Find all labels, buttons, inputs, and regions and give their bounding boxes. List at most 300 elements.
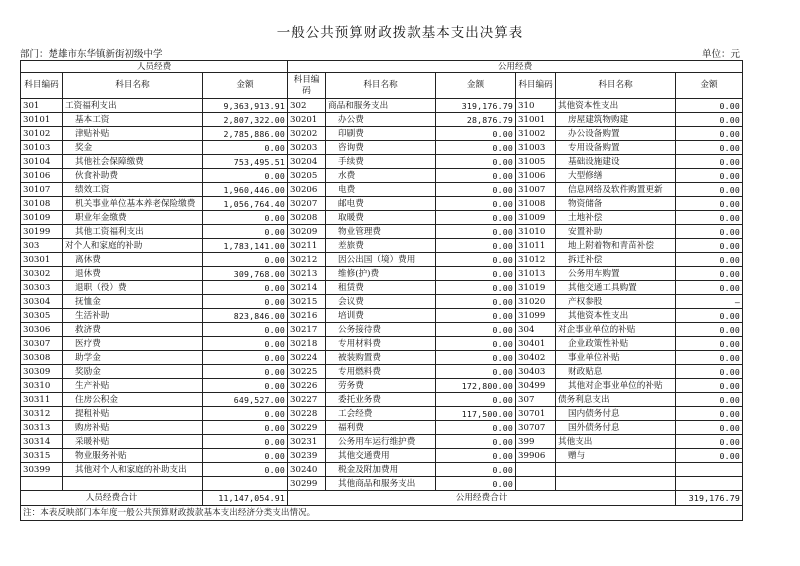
table-cell: 其他交通费用 [326, 449, 436, 463]
table-row [21, 225, 743, 239]
table-cell: 咨询费 [326, 141, 436, 155]
table-cell: 0.00 [203, 281, 288, 295]
table-cell: 商品和服务支出 [326, 99, 436, 113]
table-cell: 0.00 [676, 113, 743, 127]
table-cell: 差旅费 [326, 239, 436, 253]
table-cell: 0.00 [676, 169, 743, 183]
table-cell: 债务利息支出 [556, 393, 676, 407]
table-cell: 30103 [21, 141, 63, 155]
table-cell: 企业政策性补贴 [556, 337, 676, 351]
table-cell: 30213 [288, 267, 326, 281]
table-cell: 172,800.00 [436, 379, 516, 393]
table-cell: 0.00 [203, 211, 288, 225]
table-cell [516, 463, 556, 477]
table-cell: 奖金 [63, 141, 203, 155]
table-cell: 30227 [288, 393, 326, 407]
table-cell: 其他对企事业单位的补贴 [556, 379, 676, 393]
table-cell: 31011 [516, 239, 556, 253]
table-cell: 专用燃料费 [326, 365, 436, 379]
table-cell: 0.00 [676, 435, 743, 449]
table-cell: 30205 [288, 169, 326, 183]
table-cell: 0.00 [676, 351, 743, 365]
table-cell: 购房补贴 [63, 421, 203, 435]
table-cell: 30707 [516, 421, 556, 435]
header-amount: 金额 [203, 73, 288, 99]
table-cell: 30224 [288, 351, 326, 365]
table-cell: 31002 [516, 127, 556, 141]
table-cell: 30312 [21, 407, 63, 421]
table-cell: 1,056,764.40 [203, 197, 288, 211]
table-cell: 0.00 [676, 309, 743, 323]
table-row [21, 141, 743, 155]
table-cell: 30301 [21, 253, 63, 267]
table-cell: 30109 [21, 211, 63, 225]
table-cell: 0.00 [203, 435, 288, 449]
table-row [21, 407, 743, 421]
table-cell: 30305 [21, 309, 63, 323]
table-cell: 0.00 [203, 351, 288, 365]
table-cell: 30239 [288, 449, 326, 463]
table-cell: 30209 [288, 225, 326, 239]
table-cell: 310 [516, 99, 556, 113]
table-cell: 邮电费 [326, 197, 436, 211]
table-cell: 2,785,886.00 [203, 127, 288, 141]
table-row [21, 477, 743, 491]
table-cell: 753,495.51 [203, 155, 288, 169]
table-row [21, 155, 743, 169]
table-cell [516, 477, 556, 491]
table-cell: 对个人和家庭的补助 [63, 239, 203, 253]
table-cell: 其他支出 [556, 435, 676, 449]
group-header-row [21, 61, 743, 73]
table-cell: 0.00 [436, 421, 516, 435]
table-cell: 0.00 [676, 225, 743, 239]
table-cell: 房屋建筑物购建 [556, 113, 676, 127]
table-cell: 30204 [288, 155, 326, 169]
table-cell: 30302 [21, 267, 63, 281]
table-cell: 0.00 [436, 141, 516, 155]
table-cell: 拆迁补偿 [556, 253, 676, 267]
table-cell: 基础设施建设 [556, 155, 676, 169]
table-cell: 30306 [21, 323, 63, 337]
header-code: 科目编码 [21, 73, 63, 99]
table-cell: 0.00 [203, 141, 288, 155]
table-cell: 0.00 [436, 155, 516, 169]
table-cell: 土地补偿 [556, 211, 676, 225]
table-cell: 电费 [326, 183, 436, 197]
table-cell: 30311 [21, 393, 63, 407]
table-cell: 0.00 [676, 127, 743, 141]
table-cell: 30216 [288, 309, 326, 323]
table-cell: 0.00 [203, 253, 288, 267]
table-cell: 福利费 [326, 421, 436, 435]
table-cell: 印刷费 [326, 127, 436, 141]
table-cell: 委托业务费 [326, 393, 436, 407]
table-cell: 9,363,913.91 [203, 99, 288, 113]
table-cell: 办公设备购置 [556, 127, 676, 141]
table-cell: 0.00 [203, 365, 288, 379]
table-cell: 0.00 [203, 421, 288, 435]
table-cell: 31010 [516, 225, 556, 239]
table-cell: 0.00 [203, 225, 288, 239]
table-cell: 基本工资 [63, 113, 203, 127]
table-cell: 31013 [516, 267, 556, 281]
table-row [21, 127, 743, 141]
table-cell: 绩效工资 [63, 183, 203, 197]
table-cell: 0.00 [436, 183, 516, 197]
table-cell: — [676, 295, 743, 309]
table-cell: 住房公积金 [63, 393, 203, 407]
table-cell: 其他对个人和家庭的补助支出 [63, 463, 203, 477]
table-cell: 0.00 [676, 141, 743, 155]
table-cell: 30303 [21, 281, 63, 295]
table-row [21, 169, 743, 183]
table-cell: 30240 [288, 463, 326, 477]
table-cell: 39906 [516, 449, 556, 463]
table-cell: 退休费 [63, 267, 203, 281]
table-cell: 30403 [516, 365, 556, 379]
personnel-group-header: 人员经费 [21, 61, 288, 73]
table-cell: 其他资本性支出 [556, 99, 676, 113]
table-cell: 公务用车运行维护费 [326, 435, 436, 449]
table-cell: 2,807,322.00 [203, 113, 288, 127]
table-cell [676, 477, 743, 491]
table-cell: 抚恤金 [63, 295, 203, 309]
table-cell [556, 463, 676, 477]
table-cell: 30226 [288, 379, 326, 393]
table-cell: 30499 [516, 379, 556, 393]
table-cell: 财政贴息 [556, 365, 676, 379]
table-cell: 823,846.00 [203, 309, 288, 323]
table-cell: 30313 [21, 421, 63, 435]
table-cell: 30315 [21, 449, 63, 463]
table-cell: 劳务费 [326, 379, 436, 393]
table-cell: 302 [288, 99, 326, 113]
header-code: 科目编码 [516, 73, 556, 99]
table-cell: 30399 [21, 463, 63, 477]
table-cell: 30314 [21, 435, 63, 449]
table-cell: 30107 [21, 183, 63, 197]
table-cell: 28,876.79 [436, 113, 516, 127]
table-cell: 649,527.00 [203, 393, 288, 407]
table-cell: 助学金 [63, 351, 203, 365]
table-cell: 赠与 [556, 449, 676, 463]
table-cell: 0.00 [436, 225, 516, 239]
table-cell [556, 477, 676, 491]
table-cell: 0.00 [436, 477, 516, 491]
table-cell: 0.00 [436, 253, 516, 267]
table-cell: 0.00 [436, 211, 516, 225]
table-cell: 0.00 [676, 365, 743, 379]
table-cell: 30101 [21, 113, 63, 127]
table-cell: 30229 [288, 421, 326, 435]
table-cell: 0.00 [436, 239, 516, 253]
column-header-row [21, 73, 743, 99]
table-cell: 30207 [288, 197, 326, 211]
table-cell: 对企事业单位的补贴 [556, 323, 676, 337]
table-cell: 31006 [516, 169, 556, 183]
table-cell: 专用材料费 [326, 337, 436, 351]
table-cell: 0.00 [203, 323, 288, 337]
table-cell: 30202 [288, 127, 326, 141]
table-cell: 0.00 [436, 393, 516, 407]
table-cell: 采暖补贴 [63, 435, 203, 449]
table-cell: 物业管理费 [326, 225, 436, 239]
table-cell: 0.00 [676, 323, 743, 337]
table-cell: 专用设备购置 [556, 141, 676, 155]
table-cell: 303 [21, 239, 63, 253]
header-name: 科目名称 [63, 73, 203, 99]
table-cell: 0.00 [436, 365, 516, 379]
table-cell: 30218 [288, 337, 326, 351]
table-cell: 大型修缮 [556, 169, 676, 183]
table-cell: 31008 [516, 197, 556, 211]
table-cell: 0.00 [676, 183, 743, 197]
table-cell: 30701 [516, 407, 556, 421]
header-name: 科目名称 [556, 73, 676, 99]
table-cell [203, 477, 288, 491]
table-cell: 30307 [21, 337, 63, 351]
table-cell: 0.00 [436, 309, 516, 323]
table-cell: 31020 [516, 295, 556, 309]
table-cell: 公务用车购置 [556, 267, 676, 281]
table-cell: 1,960,446.00 [203, 183, 288, 197]
public-total-label: 公用经费合计 [288, 491, 676, 506]
table-cell: 因公出国（境）费用 [326, 253, 436, 267]
table-cell: 0.00 [676, 421, 743, 435]
table-cell [63, 477, 203, 491]
table-cell: 31012 [516, 253, 556, 267]
table-cell: 0.00 [436, 169, 516, 183]
table-cell: 救济费 [63, 323, 203, 337]
public-total-value: 319,176.79 [676, 491, 743, 506]
table-cell: 30104 [21, 155, 63, 169]
unit-label: 单位：元 [701, 49, 740, 60]
table-cell: 0.00 [676, 99, 743, 113]
table-cell: 0.00 [436, 351, 516, 365]
report-title: 一般公共预算财政拨款基本支出决算表 [276, 25, 524, 41]
table-row [21, 183, 743, 197]
table-cell: 30214 [288, 281, 326, 295]
table-cell: 301 [21, 99, 63, 113]
table-cell: 其他工资福利支出 [63, 225, 203, 239]
table-cell: 产权参股 [556, 295, 676, 309]
table-cell: 304 [516, 323, 556, 337]
header-code: 科目编码 [288, 73, 326, 99]
table-cell: 30212 [288, 253, 326, 267]
table-cell: 30299 [288, 477, 326, 491]
table-cell: 信息网络及软件购置更新 [556, 183, 676, 197]
table-cell: 0.00 [676, 449, 743, 463]
table-cell: 0.00 [436, 449, 516, 463]
table-note: 注：本表反映部门本年度一般公共预算财政拨款基本支出经济分类支出情况。 [21, 506, 743, 521]
table-row [21, 267, 743, 281]
table-cell: 离休费 [63, 253, 203, 267]
table-cell: 工资福利支出 [63, 99, 203, 113]
table-cell: 地上附着物和青苗补偿 [556, 239, 676, 253]
header-amount: 金额 [436, 73, 516, 99]
table-cell: 税金及附加费用 [326, 463, 436, 477]
table-cell: 30206 [288, 183, 326, 197]
table-row [21, 379, 743, 393]
table-cell: 30211 [288, 239, 326, 253]
table-cell: 0.00 [203, 407, 288, 421]
table-cell: 30217 [288, 323, 326, 337]
table-row [21, 239, 743, 253]
table-cell: 30106 [21, 169, 63, 183]
table-cell: 国外债务付息 [556, 421, 676, 435]
table-row [21, 309, 743, 323]
expenditure-table [20, 60, 743, 521]
table-cell: 31003 [516, 141, 556, 155]
table-cell: 租赁费 [326, 281, 436, 295]
table-cell: 30401 [516, 337, 556, 351]
table-cell: 30225 [288, 365, 326, 379]
table-cell: 0.00 [203, 295, 288, 309]
table-row [21, 435, 743, 449]
table-cell: 0.00 [436, 435, 516, 449]
table-cell: 30102 [21, 127, 63, 141]
table-cell: 被装购置费 [326, 351, 436, 365]
table-cell: 奖励金 [63, 365, 203, 379]
table-cell: 安置补助 [556, 225, 676, 239]
table-cell: 公务接待费 [326, 323, 436, 337]
table-cell: 其他资本性支出 [556, 309, 676, 323]
table-cell: 退职（役）费 [63, 281, 203, 295]
table-cell: 30309 [21, 365, 63, 379]
table-cell: 31009 [516, 211, 556, 225]
table-cell: 维修(护)费 [326, 267, 436, 281]
table-cell: 0.00 [676, 337, 743, 351]
table-cell: 30199 [21, 225, 63, 239]
table-cell: 0.00 [676, 267, 743, 281]
table-cell: 工会经费 [326, 407, 436, 421]
table-cell: 31007 [516, 183, 556, 197]
table-cell: 0.00 [436, 267, 516, 281]
table-cell: 31005 [516, 155, 556, 169]
public-group-header: 公用经费 [288, 61, 743, 73]
table-cell: 办公费 [326, 113, 436, 127]
table-row [21, 113, 743, 127]
table-cell: 30304 [21, 295, 63, 309]
table-cell: 30201 [288, 113, 326, 127]
table-cell: 0.00 [436, 281, 516, 295]
table-cell: 30228 [288, 407, 326, 421]
table-cell: 0.00 [436, 463, 516, 477]
table-cell: 0.00 [436, 197, 516, 211]
table-row [21, 211, 743, 225]
table-cell: 0.00 [436, 127, 516, 141]
table-cell: 取暖费 [326, 211, 436, 225]
table-cell: 0.00 [436, 337, 516, 351]
table-cell: 0.00 [676, 239, 743, 253]
table-cell: 生活补助 [63, 309, 203, 323]
header-name: 科目名称 [326, 73, 436, 99]
table-cell: 117,500.00 [436, 407, 516, 421]
table-row [21, 393, 743, 407]
table-row [21, 323, 743, 337]
table-cell: 0.00 [436, 295, 516, 309]
table-row [21, 365, 743, 379]
table-cell: 机关事业单位基本养老保险缴费 [63, 197, 203, 211]
table-row [21, 99, 743, 113]
table-cell: 309,768.00 [203, 267, 288, 281]
table-cell: 提租补贴 [63, 407, 203, 421]
table-cell: 国内债务付息 [556, 407, 676, 421]
table-cell: 30310 [21, 379, 63, 393]
table-cell: 0.00 [203, 169, 288, 183]
table-row [21, 421, 743, 435]
department-label: 部门：楚雄市东华镇新街初级中学 [20, 49, 163, 60]
table-cell: 30308 [21, 351, 63, 365]
table-cell: 手续费 [326, 155, 436, 169]
table-cell: 培训费 [326, 309, 436, 323]
table-row [21, 281, 743, 295]
table-cell: 0.00 [676, 281, 743, 295]
table-row [21, 197, 743, 211]
table-cell: 0.00 [676, 155, 743, 169]
table-cell: 伙食补助费 [63, 169, 203, 183]
table-cell: 0.00 [203, 463, 288, 477]
table-row [21, 351, 743, 365]
table-cell: 30108 [21, 197, 63, 211]
table-cell: 31019 [516, 281, 556, 295]
note-row [21, 506, 743, 521]
table-cell: 307 [516, 393, 556, 407]
table-cell: 30203 [288, 141, 326, 155]
table-cell: 事业单位补贴 [556, 351, 676, 365]
table-cell: 其他商品和服务支出 [326, 477, 436, 491]
table-cell [676, 463, 743, 477]
header-amount: 金额 [676, 73, 743, 99]
table-cell: 0.00 [676, 407, 743, 421]
table-cell: 0.00 [676, 393, 743, 407]
table-cell: 0.00 [676, 211, 743, 225]
table-cell: 生产补贴 [63, 379, 203, 393]
table-cell: 31099 [516, 309, 556, 323]
table-cell: 0.00 [436, 323, 516, 337]
table-cell: 其他交通工具购置 [556, 281, 676, 295]
table-cell: 津贴补贴 [63, 127, 203, 141]
table-cell: 30215 [288, 295, 326, 309]
table-cell: 0.00 [676, 379, 743, 393]
table-cell: 职业年金缴费 [63, 211, 203, 225]
table-cell: 物资储备 [556, 197, 676, 211]
table-cell: 319,176.79 [436, 99, 516, 113]
table-cell: 0.00 [203, 449, 288, 463]
table-cell: 0.00 [676, 197, 743, 211]
table-cell: 0.00 [676, 253, 743, 267]
table-cell: 30208 [288, 211, 326, 225]
table-cell: 399 [516, 435, 556, 449]
table-cell [21, 477, 63, 491]
table-cell: 其他社会保障缴费 [63, 155, 203, 169]
table-row [21, 449, 743, 463]
table-cell: 31001 [516, 113, 556, 127]
personnel-total-value: 11,147,054.91 [203, 491, 288, 506]
table-row [21, 337, 743, 351]
table-row [21, 253, 743, 267]
table-cell: 会议费 [326, 295, 436, 309]
table-cell: 水费 [326, 169, 436, 183]
table-cell: 30402 [516, 351, 556, 365]
table-row [21, 295, 743, 309]
table-cell: 0.00 [203, 337, 288, 351]
table-cell: 0.00 [203, 379, 288, 393]
table-cell: 物业服务补贴 [63, 449, 203, 463]
personnel-total-label: 人员经费合计 [21, 491, 203, 506]
table-row [21, 463, 743, 477]
